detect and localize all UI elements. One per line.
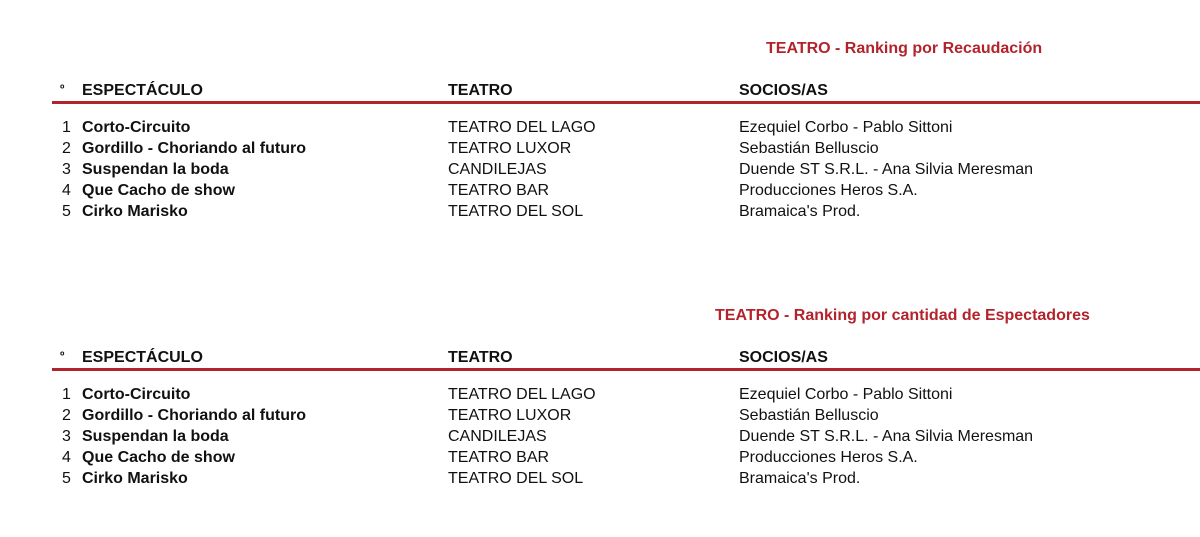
row-show: Gordillo - Choriando al futuro [82,140,306,157]
row-show: Suspendan la boda [82,161,229,178]
row-show: Que Cacho de show [82,182,235,199]
ranking-list [0,119,1200,224]
table-row [0,182,1200,203]
table-row [0,119,1200,140]
row-partners: Producciones Heros S.A. [739,182,918,199]
row-rank: 3 [62,161,71,178]
header-show: ESPECTÁCULO [82,82,203,99]
table-row [0,161,1200,182]
row-partners: Producciones Heros S.A. [739,449,918,466]
row-theatre: TEATRO LUXOR [448,407,572,424]
row-partners: Bramaica's Prod. [739,470,861,487]
header-number: º [60,82,65,96]
header-theatre: TEATRO [448,82,513,99]
row-theatre: TEATRO LUXOR [448,140,572,157]
table-row [0,407,1200,428]
row-theatre: TEATRO DEL SOL [448,203,584,220]
row-show: Corto-Circuito [82,386,191,403]
row-rank: 2 [62,140,71,157]
row-theatre: CANDILEJAS [448,161,547,178]
table-row [0,470,1200,491]
table-row [0,140,1200,161]
section-title: TEATRO - Ranking por Recaudación [766,40,1043,57]
row-rank: 5 [62,203,71,220]
row-show: Suspendan la boda [82,428,229,445]
table-row [0,386,1200,407]
row-show: Que Cacho de show [82,449,235,466]
row-rank: 1 [62,119,71,136]
header-partners: SOCIOS/AS [739,82,828,99]
row-partners: Ezequiel Corbo - Pablo Sittoni [739,119,953,136]
header-divider [52,101,1200,104]
row-theatre: TEATRO DEL LAGO [448,386,596,403]
table-row [0,449,1200,470]
row-show: Cirko Marisko [82,470,188,487]
row-theatre: CANDILEJAS [448,428,547,445]
row-partners: Sebastián Belluscio [739,407,879,424]
row-partners: Bramaica's Prod. [739,203,861,220]
ranking-list [0,386,1200,491]
row-show: Corto-Circuito [82,119,191,136]
row-partners: Duende ST S.R.L. - Ana Silvia Meresman [739,161,1034,178]
header-show: ESPECTÁCULO [82,349,203,366]
row-partners: Duende ST S.R.L. - Ana Silvia Meresman [739,428,1034,445]
row-theatre: TEATRO DEL SOL [448,470,584,487]
table-row [0,428,1200,449]
table-header [0,82,1200,102]
table-row [0,203,1200,224]
row-partners: Sebastián Belluscio [739,140,879,157]
row-rank: 3 [62,428,71,445]
row-partners: Ezequiel Corbo - Pablo Sittoni [739,386,953,403]
row-show: Gordillo - Choriando al futuro [82,407,306,424]
header-number: º [60,349,65,363]
row-rank: 4 [62,182,71,199]
row-theatre: TEATRO DEL LAGO [448,119,596,136]
header-divider [52,368,1200,371]
row-rank: 4 [62,449,71,466]
section-title: TEATRO - Ranking por cantidad de Espectadores [715,307,1090,324]
header-theatre: TEATRO [448,349,513,366]
row-rank: 5 [62,470,71,487]
row-rank: 2 [62,407,71,424]
row-theatre: TEATRO BAR [448,182,550,199]
header-partners: SOCIOS/AS [739,349,828,366]
table-header [0,349,1200,369]
row-rank: 1 [62,386,71,403]
row-show: Cirko Marisko [82,203,188,220]
row-theatre: TEATRO BAR [448,449,550,466]
